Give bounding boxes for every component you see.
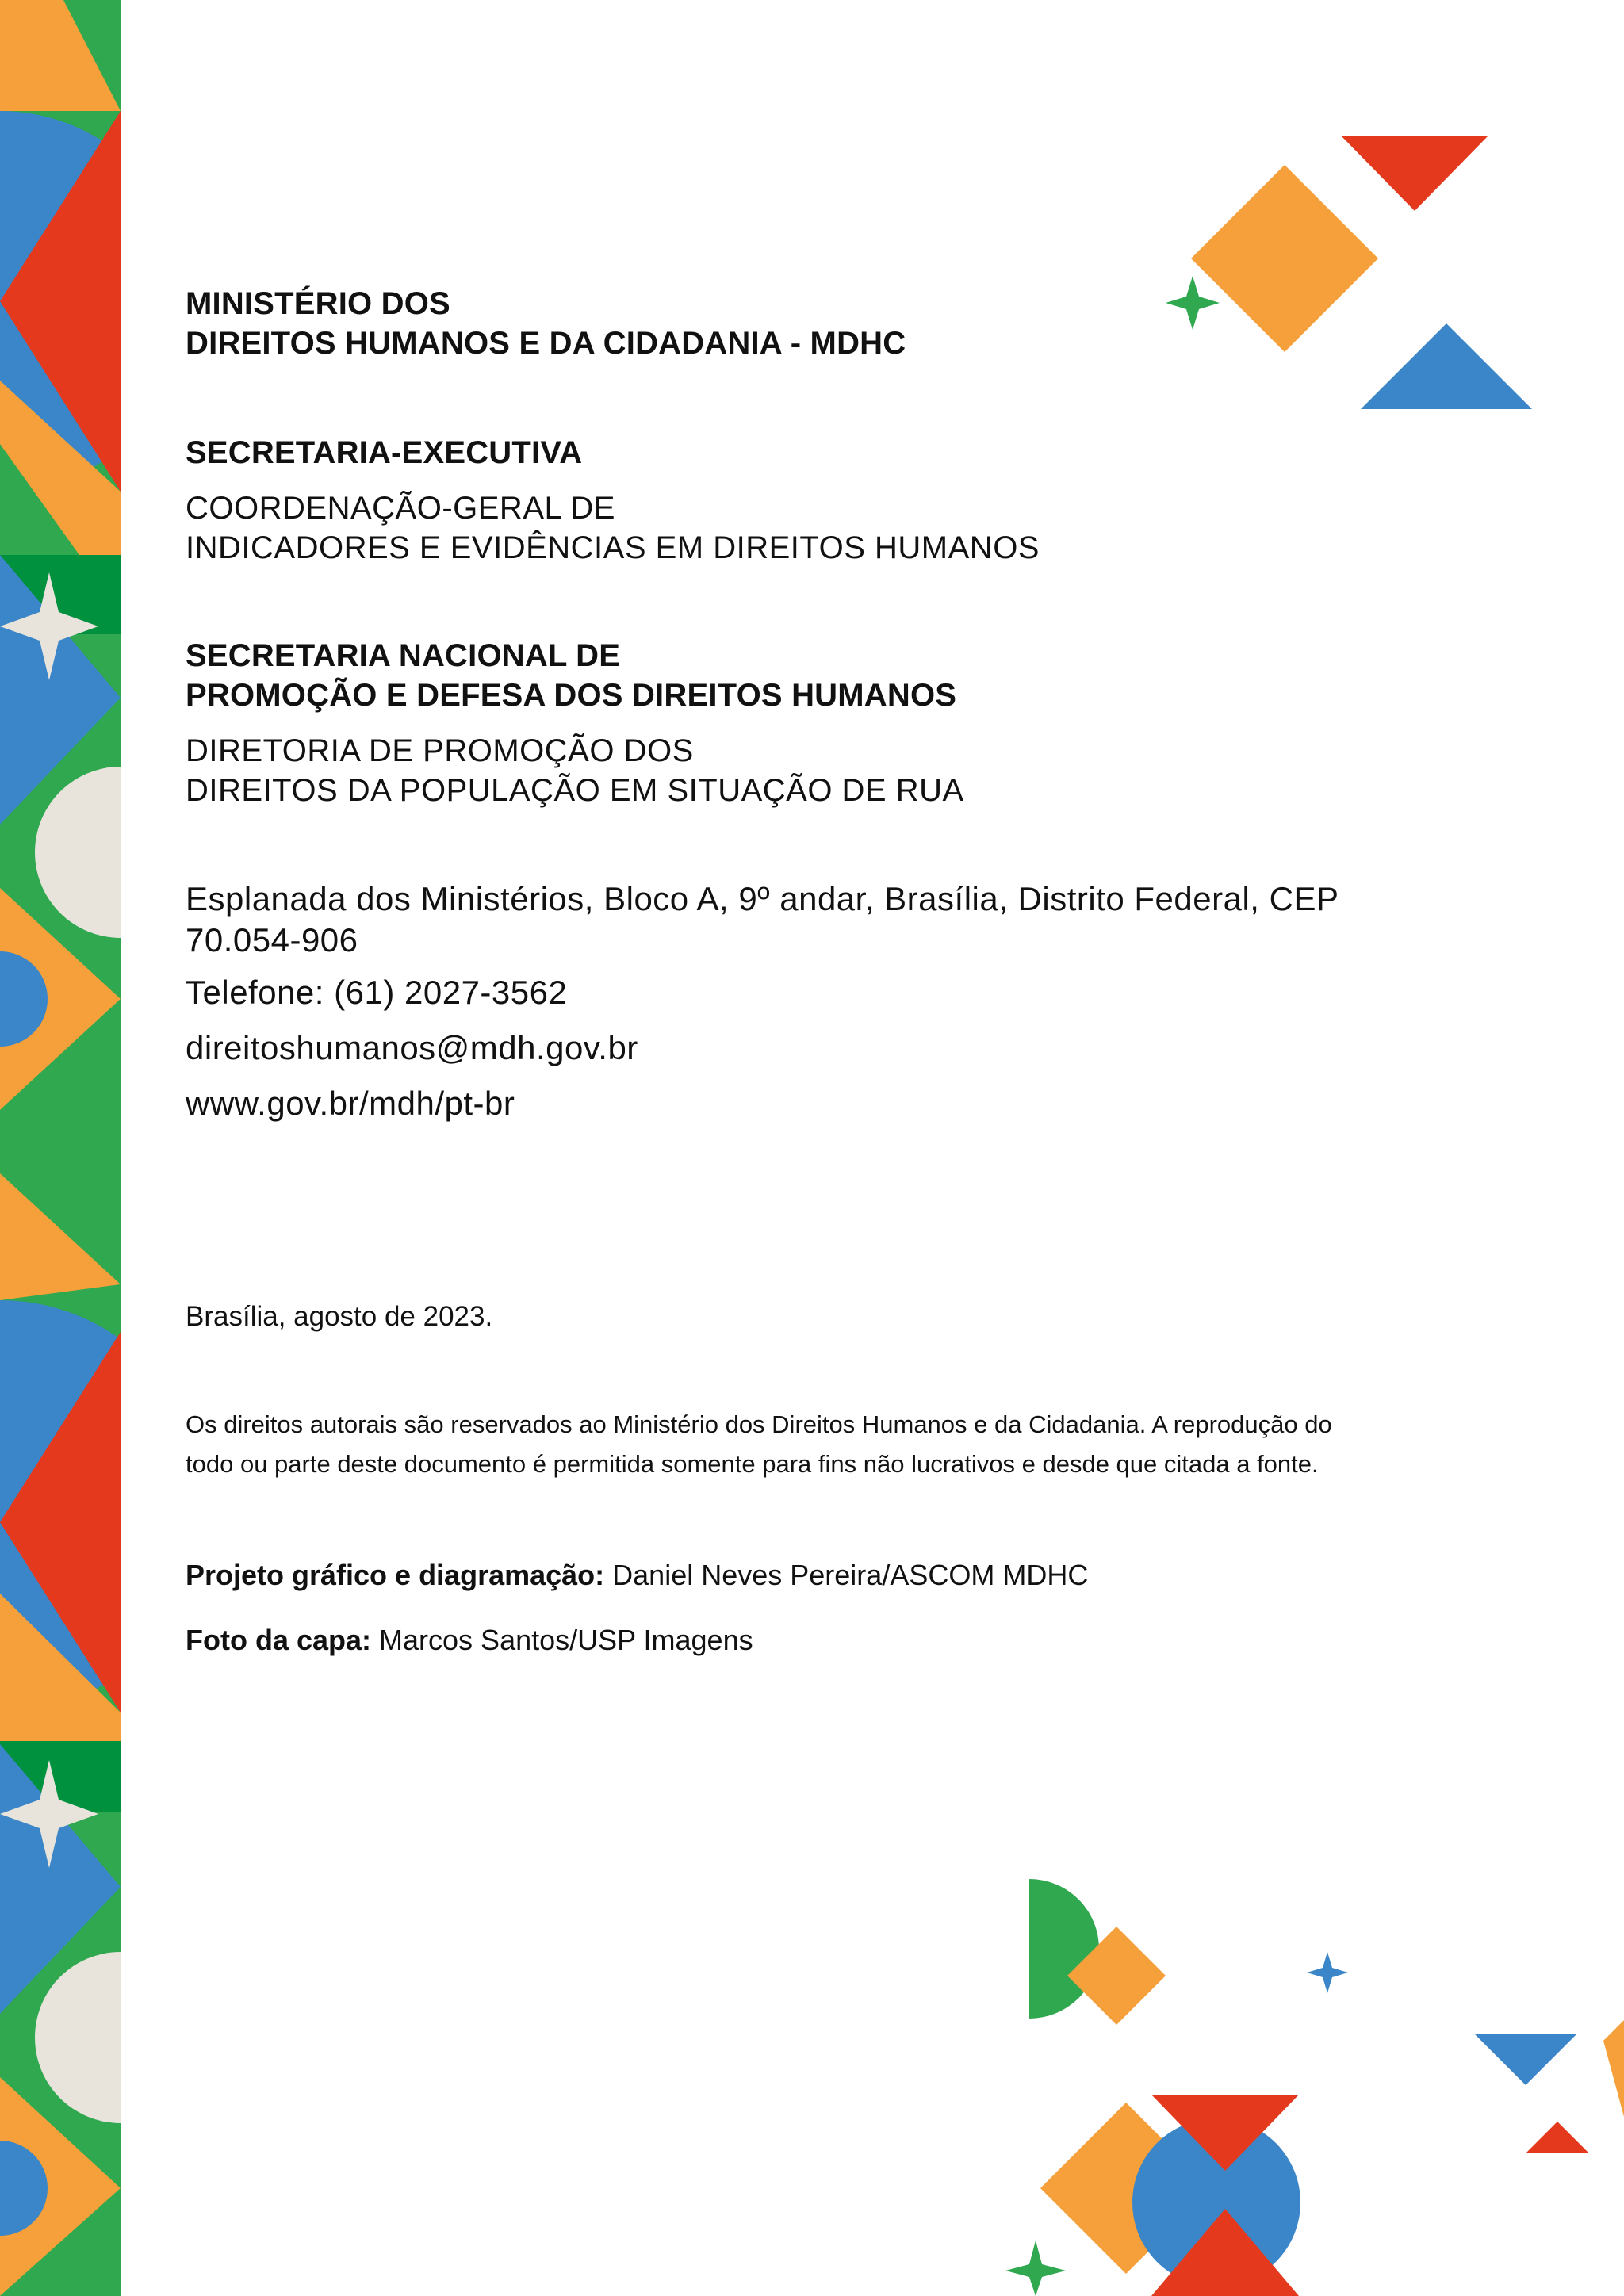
national-title-line-2: PROMOÇÃO E DEFESA DOS DIREITOS HUMANOS — [186, 678, 957, 713]
bottom-right-shapes — [999, 1871, 1624, 2296]
copyright-line-1: Os direitos autorais são reservados ao Ministério dos Direitos Humanos e da Cidadania. A reprodução do — [186, 1410, 1332, 1438]
ministry-heading — [186, 284, 906, 363]
executive-sub-line-1: COORDENAÇÃO-GERAL DE — [186, 491, 615, 526]
design-credit — [186, 1556, 1088, 1595]
executive-secretariat-title: SECRETARIA-EXECUTIVA — [186, 435, 583, 470]
ministry-line-2: DIREITOS HUMANOS E DA CIDADANIA - MDHC — [186, 326, 906, 361]
national-sub-line-1: DIRETORIA DE PROMOÇÃO DOS — [186, 733, 694, 768]
address-line-2: 70.054-906 — [186, 921, 358, 959]
address-line-1: Esplanada dos Ministérios, Bloco A, 9º andar, Brasília, Distrito Federal, CEP — [186, 880, 1339, 917]
phone-number: Telefone: (61) 2027-3562 — [186, 974, 568, 1011]
website-link[interactable]: www.gov.br/mdh/pt-br — [186, 1085, 515, 1122]
date-place: Brasília, agosto de 2023. — [186, 1301, 493, 1332]
national-sub-line-2: DIREITOS DA POPULAÇÃO EM SITUAÇÃO DE RUA — [186, 773, 964, 808]
photo-credit-value: Marcos Santos/USP Imagens — [371, 1624, 753, 1656]
top-right-shapes — [1158, 127, 1538, 420]
photo-credit-label: Foto da capa: — [186, 1624, 372, 1656]
design-credit-value: Daniel Neves Pereira/ASCOM MDHC — [604, 1559, 1089, 1591]
left-decorative-band — [0, 0, 121, 2296]
address — [186, 878, 1339, 961]
copyright-line-2: todo ou parte deste documento é permitida somente para fins não lucrativos e desde que citada a fonte. — [186, 1450, 1319, 1478]
design-credit-label: Projeto gráfico e diagramação: — [186, 1559, 605, 1591]
executive-sub-line-2: INDICADORES E EVIDÊNCIAS EM DIREITOS HUMANOS — [186, 530, 1040, 565]
national-secretariat-title — [186, 636, 956, 715]
national-title-line-1: SECRETARIA NACIONAL DE — [186, 638, 621, 673]
executive-coordination — [186, 488, 1040, 568]
copyright-notice — [186, 1405, 1332, 1484]
ministry-line-1: MINISTÉRIO DOS — [186, 286, 450, 321]
national-directorate — [186, 731, 964, 810]
email-link[interactable]: direitoshumanos@mdh.gov.br — [186, 1029, 638, 1066]
photo-credit — [186, 1621, 753, 1660]
